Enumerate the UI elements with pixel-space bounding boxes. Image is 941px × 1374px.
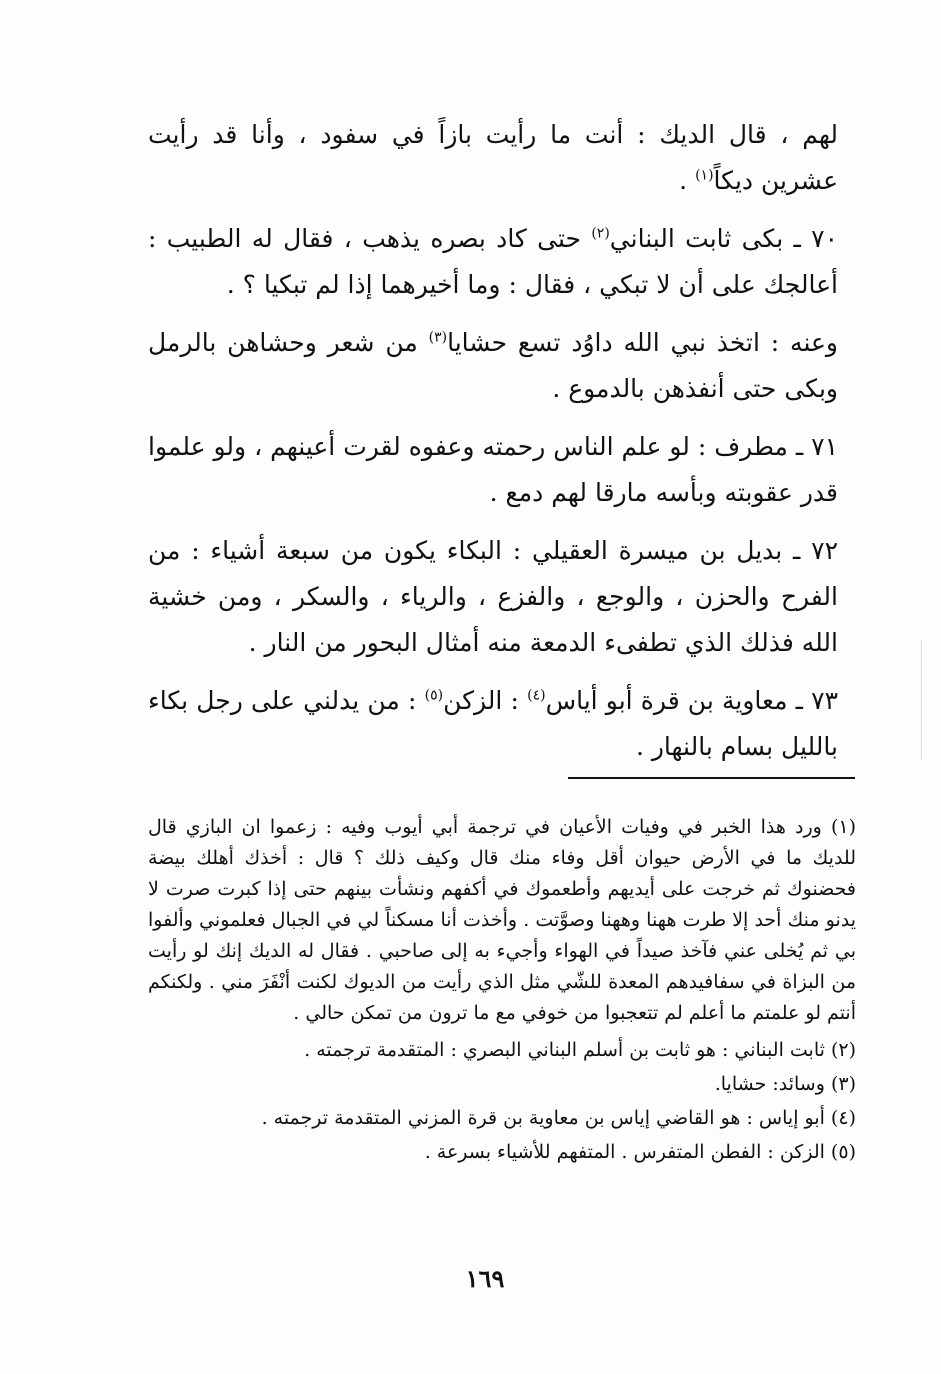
footnotes bbox=[148, 812, 856, 1171]
paragraph-72 bbox=[148, 528, 838, 666]
paragraph-tail: حتى كاد بصره يذهب ، فقال له الطبيب : أعالجك على أن لا تبكي ، فقال : وما أخيرهما إذا لم تبكيا ؟ . bbox=[148, 224, 838, 299]
footnote-4: (٤) أبو إياس : هو القاضي إياس بن معاوية بن قرة المزني المتقدمة ترجمته . bbox=[261, 1107, 856, 1129]
footnote-ref: (١) bbox=[695, 167, 714, 184]
paragraph-mid: : الزكن bbox=[443, 686, 528, 715]
footnote-divider bbox=[568, 777, 855, 779]
paragraph-tail: . bbox=[679, 166, 696, 195]
paragraph-73 bbox=[148, 678, 838, 770]
scan-edge-line bbox=[921, 640, 922, 760]
paragraph-tail: من شعر وحشاهن بالرمل وبكى حتى أنفذهن بالدموع . bbox=[148, 328, 838, 403]
footnote-ref: (٥) bbox=[424, 687, 444, 704]
footnote-ref: (٣) bbox=[428, 329, 448, 346]
paragraph-text: لهم ، قال الديك : أنت ما رأيت بازاً في سفود ، وأنا قد رأيت عشرين ديكاً bbox=[148, 120, 838, 195]
footnote-ref: (٤) bbox=[527, 687, 546, 704]
main-text bbox=[148, 112, 838, 782]
paragraph-text: وعنه : اتخذ نبي الله داوُد تسع حشايا bbox=[447, 328, 838, 357]
paragraph-text: ٧١ ـ مطرف : لو علم الناس رحمته وعفوه لقرت أعينهم ، ولو علموا قدر عقوبته وبأسه مارقا لهم دمع . bbox=[148, 432, 838, 507]
page-number: ١٦٩ bbox=[465, 1264, 505, 1293]
footnote-2: (٢) ثابت البناني : هو ثابت بن أسلم البناني البصري : المتقدمة ترجمته . bbox=[304, 1039, 856, 1061]
footnote-3: (٣) وسائد: حشايا. bbox=[714, 1073, 856, 1095]
paragraph-70-cont bbox=[148, 320, 838, 412]
paragraph-tail: : من يدلني على رجل بكاء بالليل بسام بالنهار . bbox=[148, 686, 838, 761]
footnote-1: (١) ورد هذا الخبر في وفيات الأعيان في ترجمة أبي أيوب وفيه : زعموا ان البازي قال للديك ما في الأرض حيوان أقل وفاء منك قال وكيف ذلك ؟ قال : أخذك أهلك بيضة فحضنوك ثم خرجت على أيديهم وأطعموك في أكفهم ونشأت بينهم حتى إذا كبرت صرت لا يدنو منك أحد إلا طرت ههنا وههنا وصوَّتت . وأخذت أنا مسكناً لي في الجبال فعلموني وألفوا بي ثم يُخلى عني فآخذ صيداً في الهواء وأجيء به إلى صاحبي . فقال له الديك إنك لو رأيت من البزاة في سفافيدهم المعدة للشّي مثل الذي رأيت من الديوك لكنت أنْفَرَ مني . ولكنكم أنتم لو علمتم ما أعلم لم تتعجبوا من خوفي مع ما ترون من تمكن حالي . bbox=[148, 816, 856, 1024]
paragraph-text: ٧٢ ـ بديل بن ميسرة العقيلي : البكاء يكون من سبعة أشياء : من الفرح والحزن ، والوجع ، والفزع ، والرياء ، والسكر ، ومن خشية الله فذلك الذي تطفىء الدمعة منه أمثال البحور من النار . bbox=[148, 536, 838, 657]
footnote-ref: (٢) bbox=[591, 225, 610, 242]
paragraph-70 bbox=[148, 216, 838, 308]
paragraph-1 bbox=[148, 112, 838, 204]
paragraph-71 bbox=[148, 424, 838, 516]
footnote-5: (٥) الزكن : الفطن المتفرس . المتفهم للأشياء بسرعة . bbox=[424, 1141, 856, 1163]
paragraph-text: ٧٣ ـ معاوية بن قرة أبو أياس bbox=[545, 686, 839, 715]
paragraph-text: ٧٠ ـ بكى ثابت البناني bbox=[609, 224, 838, 253]
